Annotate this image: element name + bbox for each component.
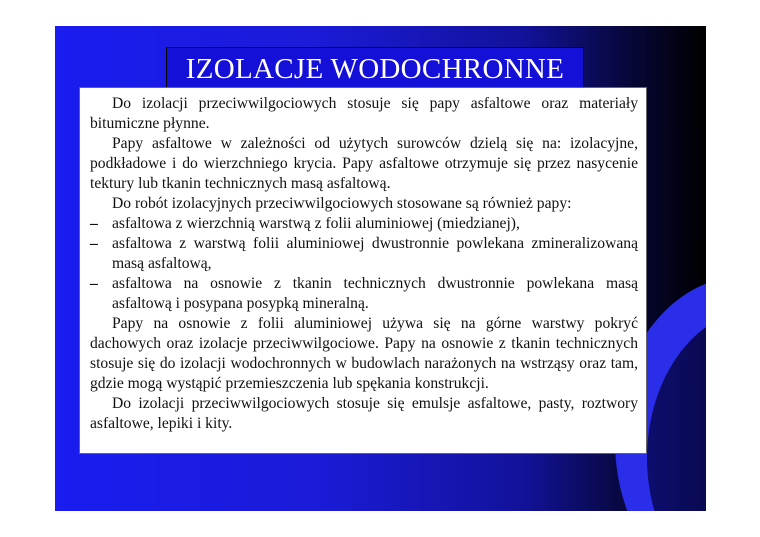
list-item (90, 214, 638, 234)
list-marker: – (90, 235, 98, 252)
text-panel (79, 87, 647, 454)
paragraph-list-intro: Do robót izolacyjnych przeciwwilgociowych stosowane są również papy: (112, 195, 572, 212)
list-item-text: asfaltowa z wierzchnią warstwą z folii aluminiowej (miedzianej), (112, 215, 520, 232)
slide-title: IZOLACJE WODOCHRONNE (166, 47, 584, 91)
list-marker: – (90, 275, 98, 292)
list-item-text: asfaltowa z warstwą folii aluminiowej dwustronnie powlekana zmineralizowaną masą asfaltową, (112, 235, 638, 272)
paragraph-types: Papy asfaltowe w zależności od użytych surowców dzielą się na: izolacyjne, podkładowe i do wierzchniego krycia. Papy asfaltowe otrzymuje się przez nasycenie tektury lub tkanin technicznych masą asfaltową. (90, 135, 638, 192)
slide (55, 26, 706, 511)
list-item (90, 234, 638, 274)
list-item (90, 274, 638, 314)
list-marker: – (90, 215, 98, 232)
paragraph-intro: Do izolacji przeciwwilgociowych stosuje się papy asfaltowe oraz materiały bitumiczne płynne. (90, 95, 638, 132)
paragraph-emulsions: Do izolacji przeciwwilgociowych stosuje się emulsje asfaltowe, pasty, roztwory asfaltowe, lepiki i kity. (90, 395, 638, 432)
list-item-text: asfaltowa na osnowie z tkanin technicznych dwustronnie powlekana masą asfaltową i posypana posypką mineralną. (112, 275, 638, 312)
paragraph-foil-usage: Papy na osnowie z folii aluminiowej używa się na górne warstwy pokryć dachowych oraz izolacje przeciwwilgociowe. Papy na osnowie z tkanin technicznych stosuje się do izolacji wodochronnych w budowlach narażonych na wstrząsy oraz tam, gdzie mogą wystąpić przemieszczenia lub spękania konstrukcji. (90, 315, 638, 392)
